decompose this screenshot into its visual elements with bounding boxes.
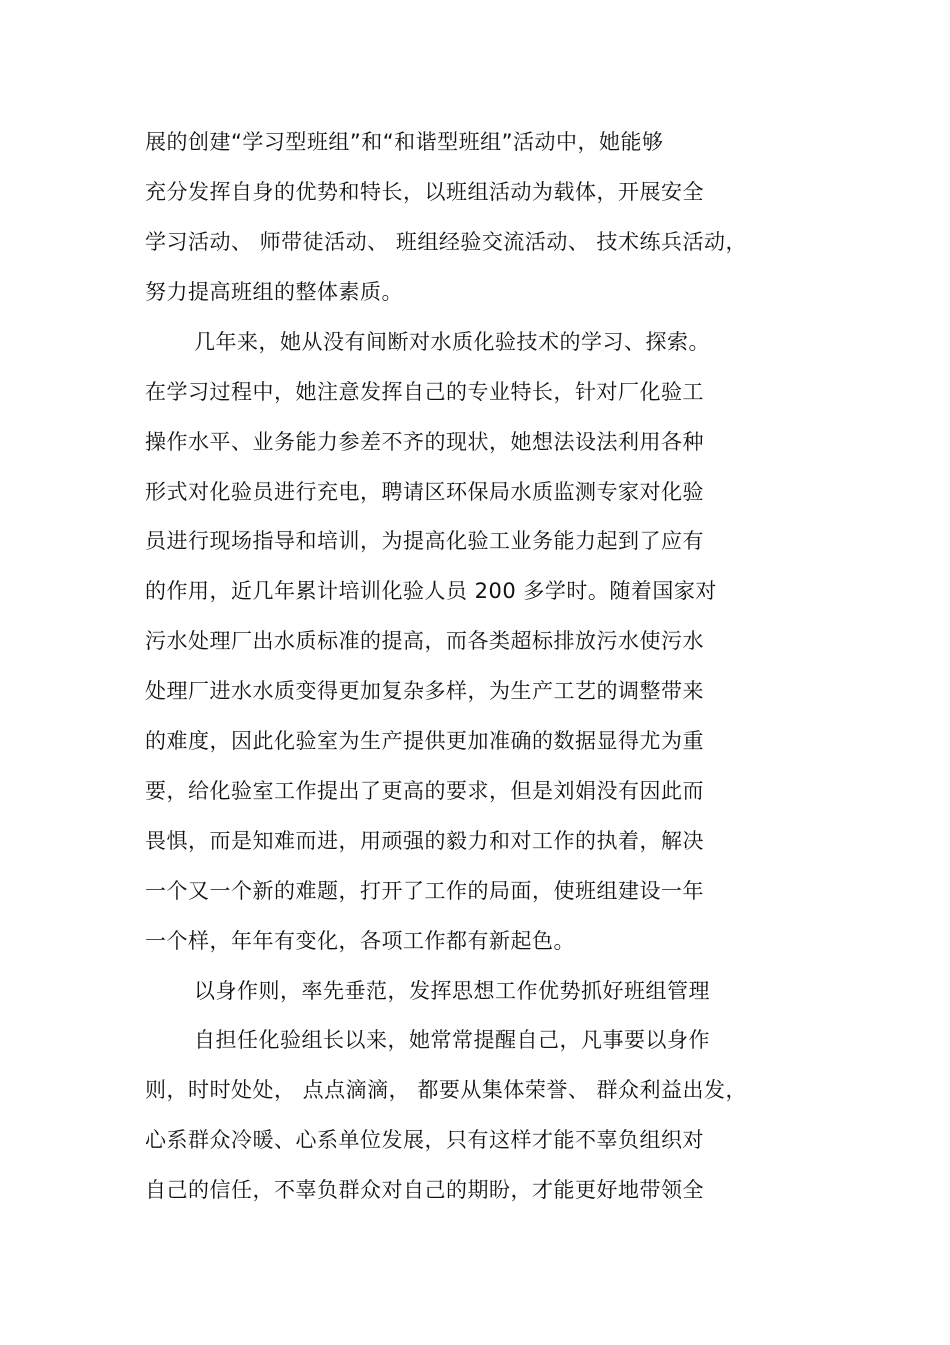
text-line: 学习活动、 师带徒活动、 班组经验交流活动、 技术练兵活动， (145, 230, 748, 254)
text-line: 的难度，因此化验室为生产提供更加准确的数据显得尤为重 (145, 729, 704, 753)
text-line: 畏惧，而是知难而进，用顽强的毅力和对工作的执着，解决 (145, 829, 704, 853)
text-line: 展的创建“学习型班组”和“和谐型班组”活动中，她能够 (145, 130, 664, 154)
text-line: 充分发挥自身的优势和特长，以班组活动为载体，开展安全 (145, 180, 704, 204)
text-line: 要，给化验室工作提出了更高的要求，但是刘娟没有因此而 (145, 779, 704, 803)
section-heading: 以身作则，率先垂范，发挥思想工作优势抓好班组管理 (194, 979, 710, 1003)
text-line: 员进行现场指导和培训，为提高化验工业务能力起到了应有 (145, 529, 704, 553)
text-line: 形式对化验员进行充电，聘请区环保局水质监测专家对化验 (145, 480, 704, 504)
text-line: 一个样，年年有变化，各项工作都有新起色。 (145, 929, 575, 953)
text-line: 努力提高班组的整体素质。 (145, 280, 403, 304)
paragraph-start-line: 几年来，她从没有间断对水质化验技术的学习、探索。 (194, 330, 710, 354)
text-line: 心系群众冷暖、心系单位发展，只有这样才能不辜负组织对 (145, 1128, 704, 1152)
text-line: 自己的信任，不辜负群众对自己的期盼，才能更好地带领全 (145, 1178, 704, 1202)
text-line: 一个又一个新的难题，打开了工作的局面，使班组建设一年 (145, 879, 704, 903)
text-line: 的作用，近几年累计培训化验人员 200 多学时。随着国家对 (145, 579, 717, 603)
text-line: 操作水平、业务能力参差不齐的现状，她想法设法利用各种 (145, 430, 704, 454)
text-line: 处理厂进水水质变得更加复杂多样，为生产工艺的调整带来 (145, 679, 704, 703)
paragraph-start-line: 自担任化验组长以来，她常常提醒自己，凡事要以身作 (194, 1028, 710, 1052)
text-line: 则，时时处处， 点点滴滴， 都要从集体荣誉、 群众利益出发， (145, 1078, 748, 1102)
text-line: 在学习过程中，她注意发挥自己的专业特长，针对厂化验工 (145, 380, 704, 404)
text-line: 污水处理厂出水质标准的提高，而各类超标排放污水使污水 (145, 629, 704, 653)
